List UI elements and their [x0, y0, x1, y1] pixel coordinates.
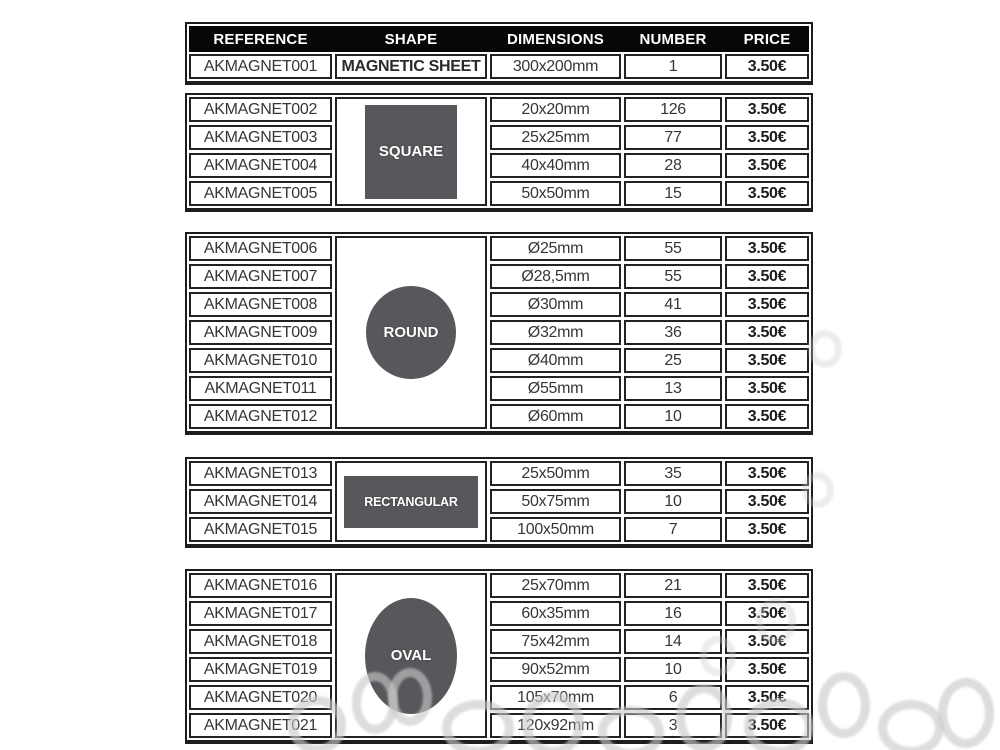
price-cell: 3.50€ — [725, 264, 809, 289]
watermark-stroke — [938, 678, 994, 748]
reference-cell: AKMAGNET004 — [189, 153, 332, 178]
number-cell: 14 — [624, 629, 722, 654]
number-cell: 10 — [624, 657, 722, 682]
dimensions-cell: Ø32mm — [490, 320, 621, 345]
dimensions-cell: 100x50mm — [490, 517, 621, 542]
number-cell: 25 — [624, 348, 722, 373]
number-cell: 41 — [624, 292, 722, 317]
price-cell: 3.50€ — [725, 601, 809, 626]
group-oval — [185, 569, 813, 744]
number-cell: 13 — [624, 376, 722, 401]
dimensions-cell: Ø55mm — [490, 376, 621, 401]
magnet-catalog-table — [185, 22, 813, 744]
dimensions-cell: 60x35mm — [490, 601, 621, 626]
rectangular-shape-icon — [344, 476, 478, 528]
reference-cell: AKMAGNET016 — [189, 573, 332, 598]
reference-cell: AKMAGNET018 — [189, 629, 332, 654]
price-cell: 3.50€ — [725, 125, 809, 150]
price-cell: 3.50€ — [725, 489, 809, 514]
header-cell-reference: REFERENCE — [213, 30, 308, 48]
number-cell: 10 — [624, 404, 722, 429]
price-cell: 3.50€ — [725, 153, 809, 178]
shape-label: ROUND — [383, 324, 439, 341]
reference-cell: AKMAGNET009 — [189, 320, 332, 345]
reference-cell: AKMAGNET010 — [189, 348, 332, 373]
dimensions-cell: 25x25mm — [490, 125, 621, 150]
dimensions-cell: 40x40mm — [490, 153, 621, 178]
reference-cell: AKMAGNET021 — [189, 713, 332, 738]
watermark-stroke — [878, 700, 944, 750]
reference-cell: AKMAGNET019 — [189, 657, 332, 682]
dimensions-cell: 50x50mm — [490, 181, 621, 206]
reference-cell: AKMAGNET012 — [189, 404, 332, 429]
reference-cell: AKMAGNET005 — [189, 181, 332, 206]
reference-cell: AKMAGNET020 — [189, 685, 332, 710]
price-cell: 3.50€ — [725, 404, 809, 429]
price-cell: 3.50€ — [725, 517, 809, 542]
group-round — [185, 232, 813, 435]
dimensions-cell: Ø60mm — [490, 404, 621, 429]
shape-cell — [335, 461, 487, 542]
dimensions-cell: 120x92mm — [490, 713, 621, 738]
number-cell: 21 — [624, 573, 722, 598]
dimensions-cell: 105x70mm — [490, 685, 621, 710]
group-rectangular — [185, 457, 813, 548]
number-cell: 77 — [624, 125, 722, 150]
reference-cell: AKMAGNET001 — [189, 54, 332, 79]
price-cell: 3.50€ — [725, 236, 809, 261]
dimensions-cell: Ø40mm — [490, 348, 621, 373]
price-cell: 3.50€ — [725, 292, 809, 317]
dimensions-cell: 90x52mm — [490, 657, 621, 682]
price-cell: 3.50€ — [725, 320, 809, 345]
number-cell: 35 — [624, 461, 722, 486]
number-cell: 55 — [624, 236, 722, 261]
number-cell: 3 — [624, 713, 722, 738]
dimensions-cell: 50x75mm — [490, 489, 621, 514]
reference-cell: AKMAGNET002 — [189, 97, 332, 122]
oval-shape-icon — [365, 598, 457, 714]
number-cell: 28 — [624, 153, 722, 178]
reference-cell: AKMAGNET006 — [189, 236, 332, 261]
number-cell: 7 — [624, 517, 722, 542]
dimensions-cell: Ø28,5mm — [490, 264, 621, 289]
price-cell: 3.50€ — [725, 376, 809, 401]
price-cell: 3.50€ — [725, 54, 809, 79]
header-cell-shape: SHAPE — [384, 30, 438, 48]
dimensions-cell: 25x50mm — [490, 461, 621, 486]
square-shape-icon — [365, 105, 457, 199]
price-cell: 3.50€ — [725, 629, 809, 654]
number-cell: 16 — [624, 601, 722, 626]
dimensions-cell: Ø25mm — [490, 236, 621, 261]
header-row — [189, 26, 809, 52]
price-cell: 3.50€ — [725, 713, 809, 738]
dimensions-cell: Ø30mm — [490, 292, 621, 317]
dimensions-cell: 75x42mm — [490, 629, 621, 654]
number-cell: 10 — [624, 489, 722, 514]
reference-cell: AKMAGNET007 — [189, 264, 332, 289]
number-cell: 36 — [624, 320, 722, 345]
reference-cell: AKMAGNET003 — [189, 125, 332, 150]
shape-label: RECTANGULAR — [364, 494, 458, 509]
reference-cell: AKMAGNET011 — [189, 376, 332, 401]
round-shape-icon — [366, 286, 456, 379]
price-cell: 3.50€ — [725, 461, 809, 486]
shape-label: OVAL — [390, 647, 432, 664]
reference-cell: AKMAGNET013 — [189, 461, 332, 486]
header-cell-number: NUMBER — [639, 30, 707, 48]
group-square — [185, 93, 813, 212]
reference-cell: AKMAGNET017 — [189, 601, 332, 626]
groups — [185, 93, 813, 744]
shape-cell: MAGNETIC SHEET — [335, 54, 487, 79]
price-cell: 3.50€ — [725, 348, 809, 373]
price-cell: 3.50€ — [725, 657, 809, 682]
price-cell: 3.50€ — [725, 181, 809, 206]
reference-cell: AKMAGNET014 — [189, 489, 332, 514]
price-cell: 3.50€ — [725, 685, 809, 710]
number-cell: 6 — [624, 685, 722, 710]
watermark-stroke — [808, 330, 842, 368]
number-cell: 1 — [624, 54, 722, 79]
dimensions-cell: 300x200mm — [490, 54, 621, 79]
shape-cell — [335, 573, 487, 738]
shape-cell — [335, 236, 487, 429]
sheet-table — [185, 22, 813, 85]
shape-cell — [335, 97, 487, 206]
number-cell: 126 — [624, 97, 722, 122]
reference-cell: AKMAGNET008 — [189, 292, 332, 317]
reference-cell: AKMAGNET015 — [189, 517, 332, 542]
price-cell: 3.50€ — [725, 97, 809, 122]
number-cell: 55 — [624, 264, 722, 289]
header-cell-price: PRICE — [743, 30, 791, 48]
header-cell-dimensions: DIMENSIONS — [506, 30, 604, 48]
dimensions-cell: 20x20mm — [490, 97, 621, 122]
price-cell: 3.50€ — [725, 573, 809, 598]
dimensions-cell: 25x70mm — [490, 573, 621, 598]
number-cell: 15 — [624, 181, 722, 206]
shape-label: SQUARE — [378, 143, 444, 160]
watermark-stroke — [818, 672, 870, 738]
